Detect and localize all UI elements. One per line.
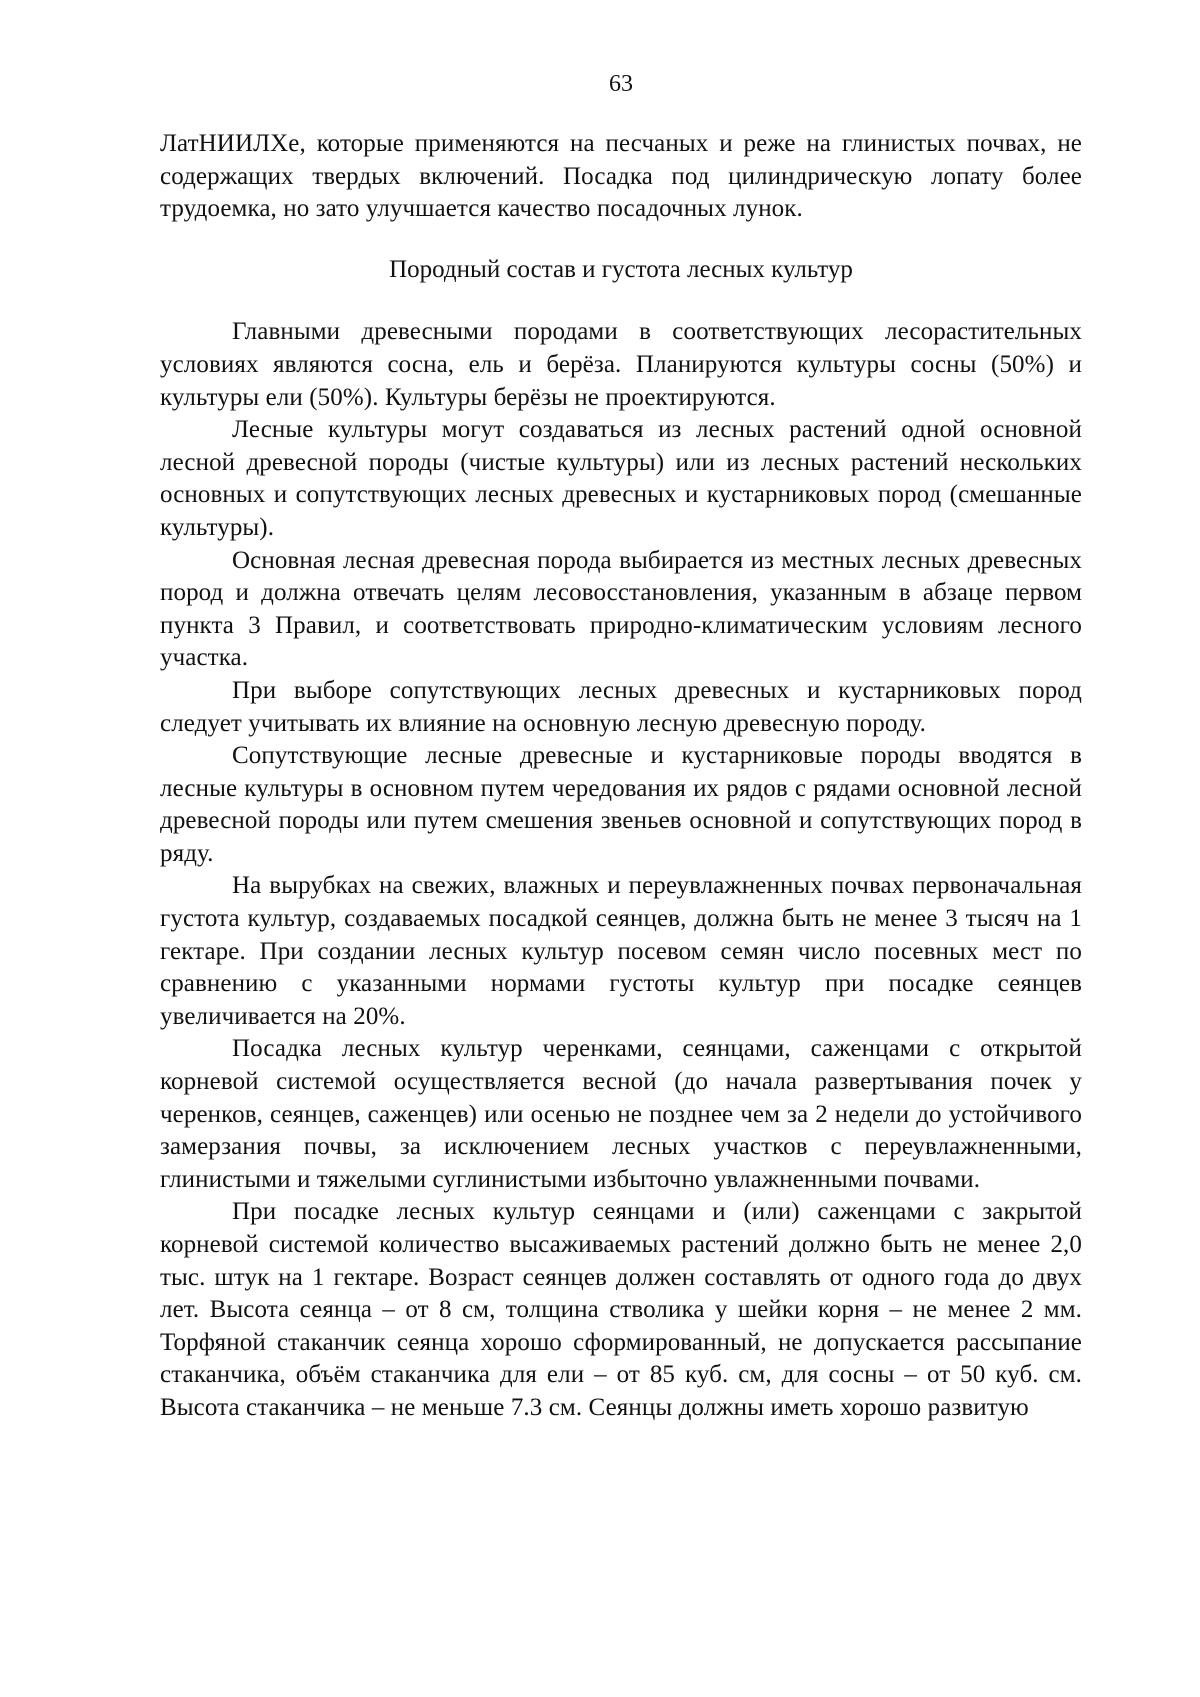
paragraph-accompanying-species: При выборе сопутствующих лесных древесных и кустарниковых пород следует учитывать их влияние на основную лесную древесную породу. [160, 676, 1082, 737]
document-page [160, 68, 1082, 1425]
paragraph-main-species-choice: Основная лесная древесная порода выбирается из местных лесных древесных пород и должна отвечать целям лесовосстановления, указанным в абзаце первом пункта 3 Правил, и соответствовать природно-климатическим условиям лесного участка. [160, 546, 1082, 672]
paragraph-row-alternation: Сопутствующие лесные древесные и кустарниковые породы вводятся в лесные культуры в основном путем чередования их рядов с рядами основной лесной древесной породы или путем смешения звеньев основной и сопутствующих пород в ряду. [160, 742, 1082, 867]
paragraph-closed-root-seedlings: При посадке лесных культур сеянцами и (или) саженцами с закрытой корневой системой количество высаживаемых растений должно быть не менее 2,0 тыс. штук на 1 гектаре. Возраст сеянцев должен составлять от одного года до двух лет. Высота сеянца – от 8 см, толщина стволика у шейки корня – не менее 2 мм. Торфяной стаканчик сеянца хорошо сформированный, не допускается рассыпание стаканчика, объём стаканчика для ели – от 85 куб. см, для сосны – от 50 куб. см. Высота стаканчика – не меньше 7.3 см. Сеянцы должны иметь хорошо развитую [160, 1198, 1082, 1421]
page-number: 63 [609, 71, 633, 97]
paragraph-pure-mixed-cultures: Лесные культуры могут создаваться из лесных растений одной основной лесной древесной породы (чистые культуры) или из лесных растений нескольких основных и сопутствующих лесных древесных и кустарниковых пород (смешанные культуры). [160, 416, 1082, 541]
section-heading: Породный состав и густота лесных культур [389, 255, 853, 283]
paragraph-planting-density: На вырубках на свежих, влажных и переувлажненных почвах первоначальная густота культур, создаваемых посадкой сеянцев, должна быть не менее 3 тысяч на 1 гектаре. При создании лесных культур посевом семян число посевных мест по сравнению с указанными нормами густоты культур при посадке сеянцев увеличивается на 20%. [160, 872, 1082, 1030]
paragraph-continuation: ЛатНИИЛХе, которые применяются на песчаных и реже на глинистых почвах, не содержащих твердых включений. Посадка под цилиндрическую лопату более трудоемка, но зато улучшается качество посадочных лунок. [160, 130, 1082, 223]
paragraph-planting-season: Посадка лесных культур черенками, сеянцами, саженцами с открытой корневой системой осуществляется весной (до начала развертывания почек у черенков, сеянцев, саженцев) или осенью не позднее чем за 2 недели до устойчивого замерзания почвы, за исключением лесных участков с переувлажненными, глинистыми и тяжелыми суглинистыми избыточно увлажненными почвами. [160, 1035, 1082, 1193]
paragraph-main-species: Главными древесными породами в соответствующих лесорастительных условиях являются сосна, ель и берёза. Планируются культуры сосны (50%) и культуры ели (50%). Культуры берёзы не проектируются. [160, 318, 1082, 411]
